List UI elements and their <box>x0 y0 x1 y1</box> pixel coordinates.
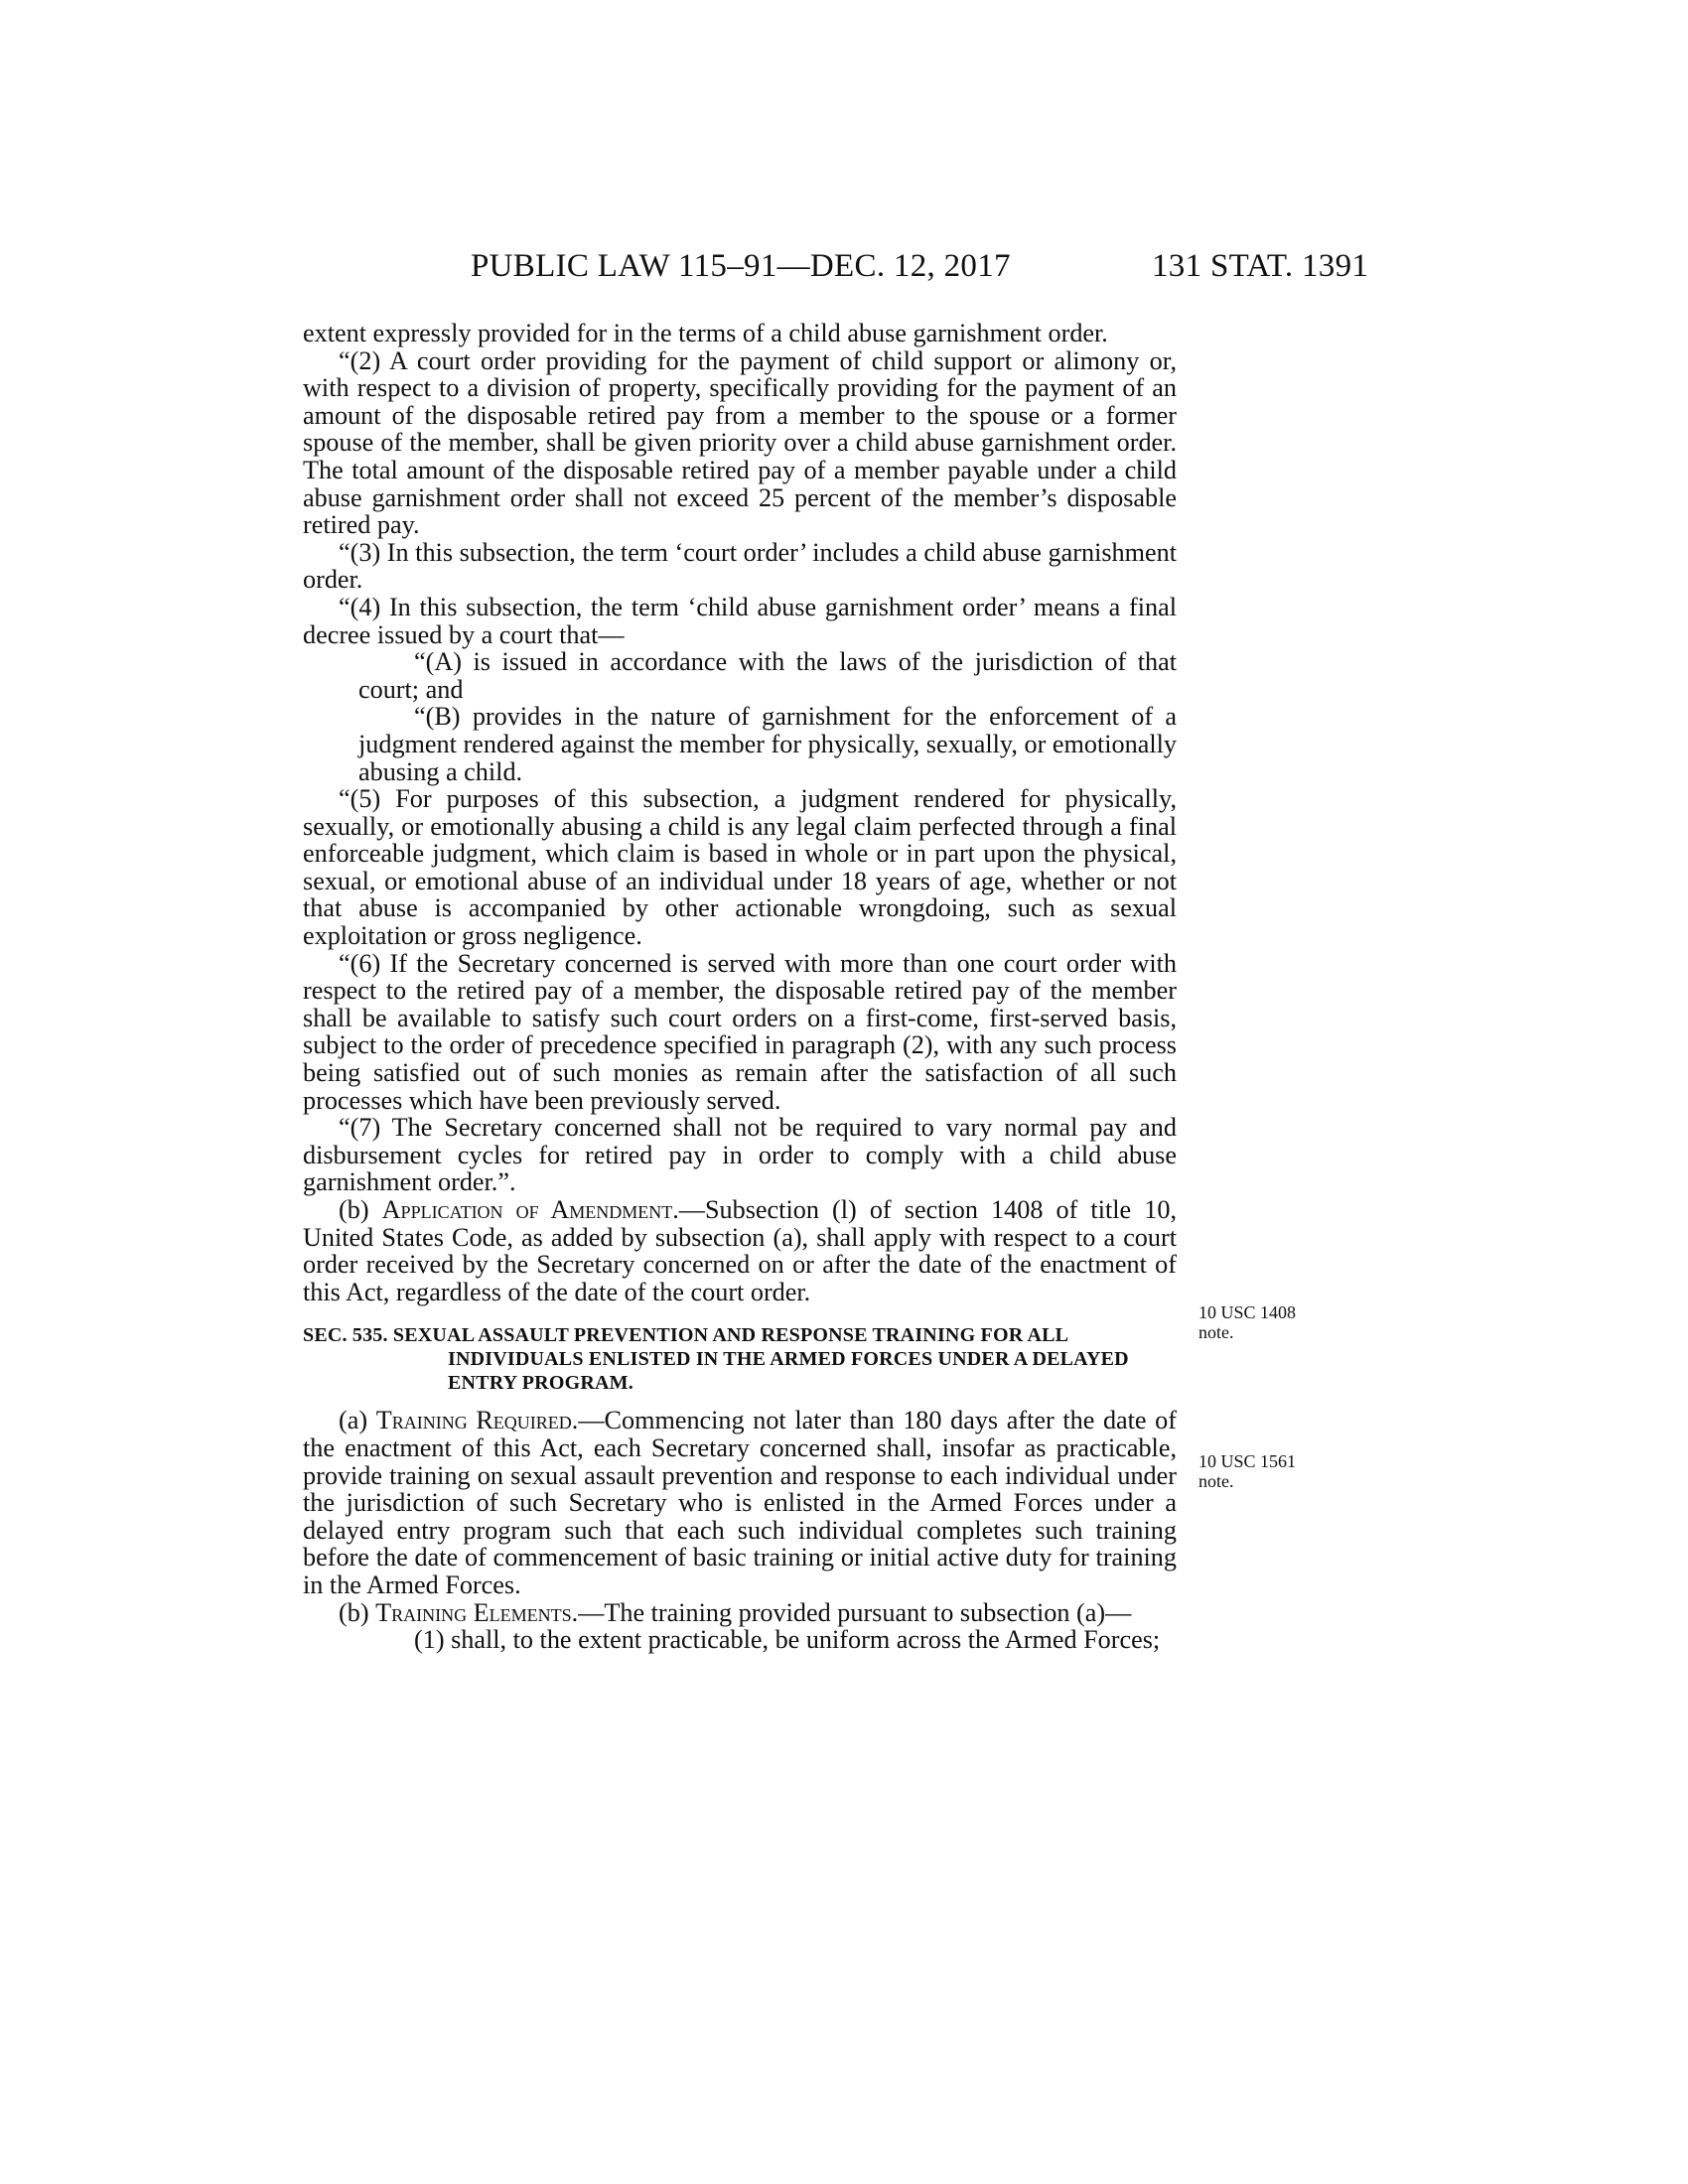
margin-note-citation: 10 USC 1408 <box>1198 1302 1297 1322</box>
subparagraph-4b: “(B) provides in the nature of garnishment for the enforcement of a judgment rendered against the member for physically, sexually, or emotionally abusing a child. <box>358 702 1177 786</box>
subsection-b-application <box>303 1196 1177 1305</box>
paragraph-2: “(2) A court order providing for the payment of child support or alimony or, with respect to a division of property, specifically providing for the payment of an amount of the disposable retired pay from a member to the spouse or a former spouse of the member, shall be given priority over a child abuse garnishment order. The total amount of the disposable retired pay of a member payable under a child abuse garnishment order shall not exceed 25 percent of the member’s disposable retired pay. <box>303 345 1177 540</box>
subsection-b-text: .—Subsection (l) of section 1408 of title 10, United States Code, as added by subsection (a), shall apply with respect to a court order received by the Secretary concerned on or after the date of the enactment of this Act, regardless of the date of the court order. <box>303 1195 1177 1306</box>
subsection-a-prefix: (a) <box>339 1406 376 1435</box>
section-535-subsection-b <box>303 1599 1177 1627</box>
paragraph-7: “(7) The Secretary concerned shall not be required to vary normal pay and disbursement cycles for retired pay in order to comply with a child abuse garnishment order.”. <box>303 1113 1177 1197</box>
subsection-a-heading: Training Required <box>375 1406 572 1435</box>
subsection-b2-prefix: (b) <box>339 1597 376 1627</box>
running-header-title: PUBLIC LAW 115–91—DEC. 12, 2017 <box>471 248 1011 284</box>
margin-note-citation: 10 USC 1561 <box>1198 1451 1297 1471</box>
section-535-subsection-a <box>303 1407 1177 1598</box>
subsection-a-text: .—Commencing not later than 180 days after the date of the enactment of this Act, each Secretary concerned shall, insofar as practicable, provide training on sexual assault prevention and response to each individual under the jurisdiction of such Secretary who is enlisted in the Armed Forces under a delayed entry program such that each such individual completes such training before the date of commencement of basic training or initial active duty for training in the Armed Forces. <box>303 1406 1177 1599</box>
section-535-heading: SEC. 535. SEXUAL ASSAULT PREVENTION AND RESPONSE TRAINING FOR ALL INDIVIDUALS ENLISTED IN THE ARMED FORCES UNDER A DELAYED ENTRY PROGRAM. <box>303 1324 1129 1395</box>
margin-note-10-usc-1561 <box>1198 1451 1337 1491</box>
margin-note-suffix: note. <box>1198 1322 1234 1342</box>
statute-body <box>303 320 1177 1654</box>
section-535-paragraph-1: (1) shall, to the extent practicable, be uniform across the Armed Forces; <box>414 1625 1161 1655</box>
subsection-b2-text: .—The training provided pursuant to subsection (a)— <box>571 1597 1132 1627</box>
margin-note-10-usc-1408 <box>1198 1302 1337 1342</box>
paragraph-4: “(4) In this subsection, the term ‘child abuse garnishment order’ means a final decree issued by a court that— <box>303 592 1177 649</box>
paragraph-5: “(5) For purposes of this subsection, a judgment rendered for physically, sexually, or emotionally abusing a child is any legal claim perfected through a final enforceable judgment, which claim is based in whole or in part upon the physical, sexual, or emotional abuse of an individual under 18 years of age, whether or not that abuse is accompanied by other actionable wrongdoing, such as sexual exploitation or gross negligence. <box>303 784 1177 951</box>
subsection-b-prefix: (b) <box>339 1195 382 1224</box>
paragraph-6: “(6) If the Secretary concerned is served with more than one court order with respect to the retired pay of a member, the disposable retired pay of the member shall be available to satisfy such court orders on a first-come, first-served basis, subject to the order of precedence specified in paragraph (2), with any such process being satisfied out of such monies as remain after the satisfaction of all such processes which have been previously served. <box>303 948 1177 1115</box>
paragraph-continuation: extent expressly provided for in the terms of a child abuse garnishment order. <box>303 319 1108 347</box>
subsection-b2-heading: Training Elements <box>375 1597 572 1627</box>
running-header-page-number: 131 STAT. 1391 <box>1152 248 1369 284</box>
subsection-b-heading: Application of Amendment <box>381 1195 673 1224</box>
paragraph-3: “(3) In this subsection, the term ‘court order’ includes a child abuse garnishment order. <box>303 537 1177 595</box>
subparagraph-4a: “(A) is issued in accordance with the laws of the jurisdiction of that court; and <box>358 647 1177 704</box>
margin-note-suffix: note. <box>1198 1471 1234 1491</box>
